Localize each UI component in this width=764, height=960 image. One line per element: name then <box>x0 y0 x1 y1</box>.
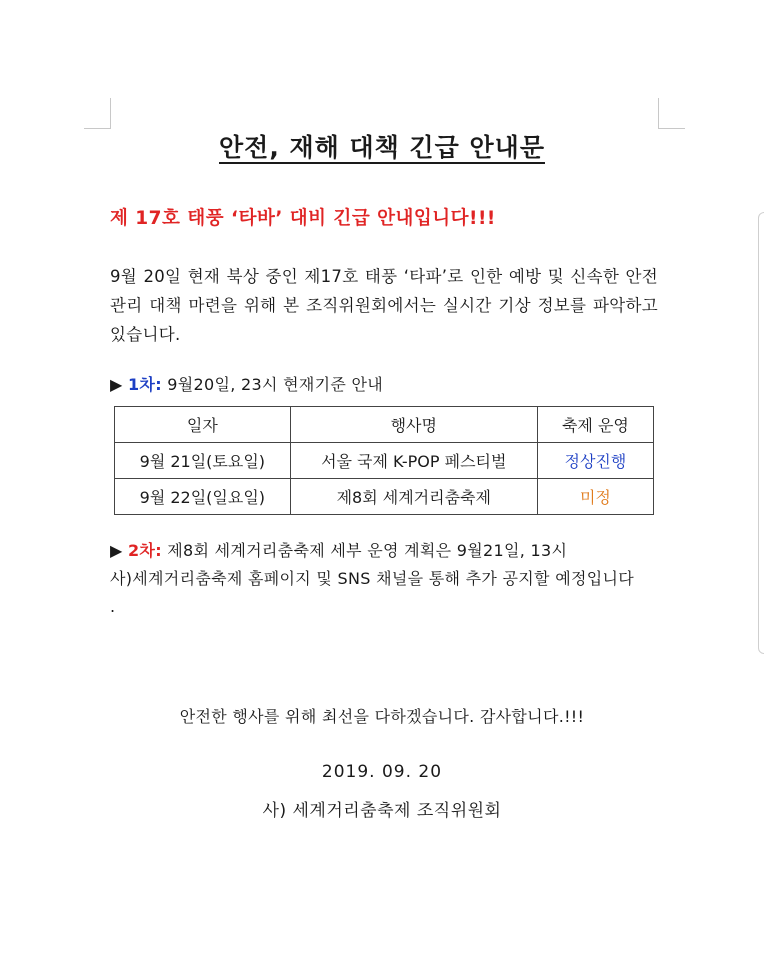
step1-label: 1차: <box>128 375 162 394</box>
step2-label: 2차: <box>128 541 162 560</box>
page-corner-mark-left <box>84 98 111 129</box>
typhoon-alert-heading: 제 17호 태풍 ‘타바’ 대비 긴급 안내입니다!!! <box>110 208 496 229</box>
step2-continuation: 사)세계거리춤축제 홈페이지 및 SNS 채널을 통해 추가 공지할 예정입니다 <box>110 569 634 588</box>
arrow-icon: ▶ <box>110 375 123 394</box>
table-row <box>115 479 654 515</box>
step2-trailing-period: . <box>110 597 116 616</box>
step1-text: 9월20일, 23시 현재기준 안내 <box>167 375 384 394</box>
schedule-table <box>114 406 654 515</box>
row-status: 정상진행 <box>537 443 653 479</box>
table-header-row <box>115 407 654 443</box>
header-status: 축제 운영 <box>537 407 653 443</box>
row-date: 9월 22일(일요일) <box>115 479 291 515</box>
row-event: 제8회 세계거리춤축제 <box>290 479 537 515</box>
row-date: 9월 21일(토요일) <box>115 443 291 479</box>
step1-line <box>110 372 383 395</box>
step2-line <box>110 537 567 565</box>
row-event: 서울 국제 K-POP 페스티벌 <box>290 443 537 479</box>
header-date: 일자 <box>115 407 291 443</box>
scrollbar[interactable] <box>758 212 764 654</box>
document-date: 2019. 09. 20 <box>321 762 443 782</box>
arrow-icon: ▶ <box>110 541 123 560</box>
step2-text: 제8회 세계거리춤축제 세부 운영 계획은 9월21일, 13시 <box>167 541 568 560</box>
organization-name: 사) 세계거리춤축제 조직위원회 <box>262 801 502 821</box>
closing-message: 안전한 행사를 위해 최선을 다하겠습니다. 감사합니다.!!! <box>179 707 585 726</box>
row-status: 미정 <box>537 479 653 515</box>
page-corner-mark-right <box>658 98 685 129</box>
intro-paragraph: 9월 20일 현재 북상 중인 제17호 태풍 ‘타파’로 인한 예방 및 신속한 안전 관리 대책 마련을 위해 본 조직위원회에서는 실시간 기상 정보를 파악하고 있습니다. <box>110 267 658 344</box>
table-row <box>115 443 654 479</box>
document-title: 안전, 재해 대책 긴급 안내문 <box>219 133 545 162</box>
header-event: 행사명 <box>290 407 537 443</box>
